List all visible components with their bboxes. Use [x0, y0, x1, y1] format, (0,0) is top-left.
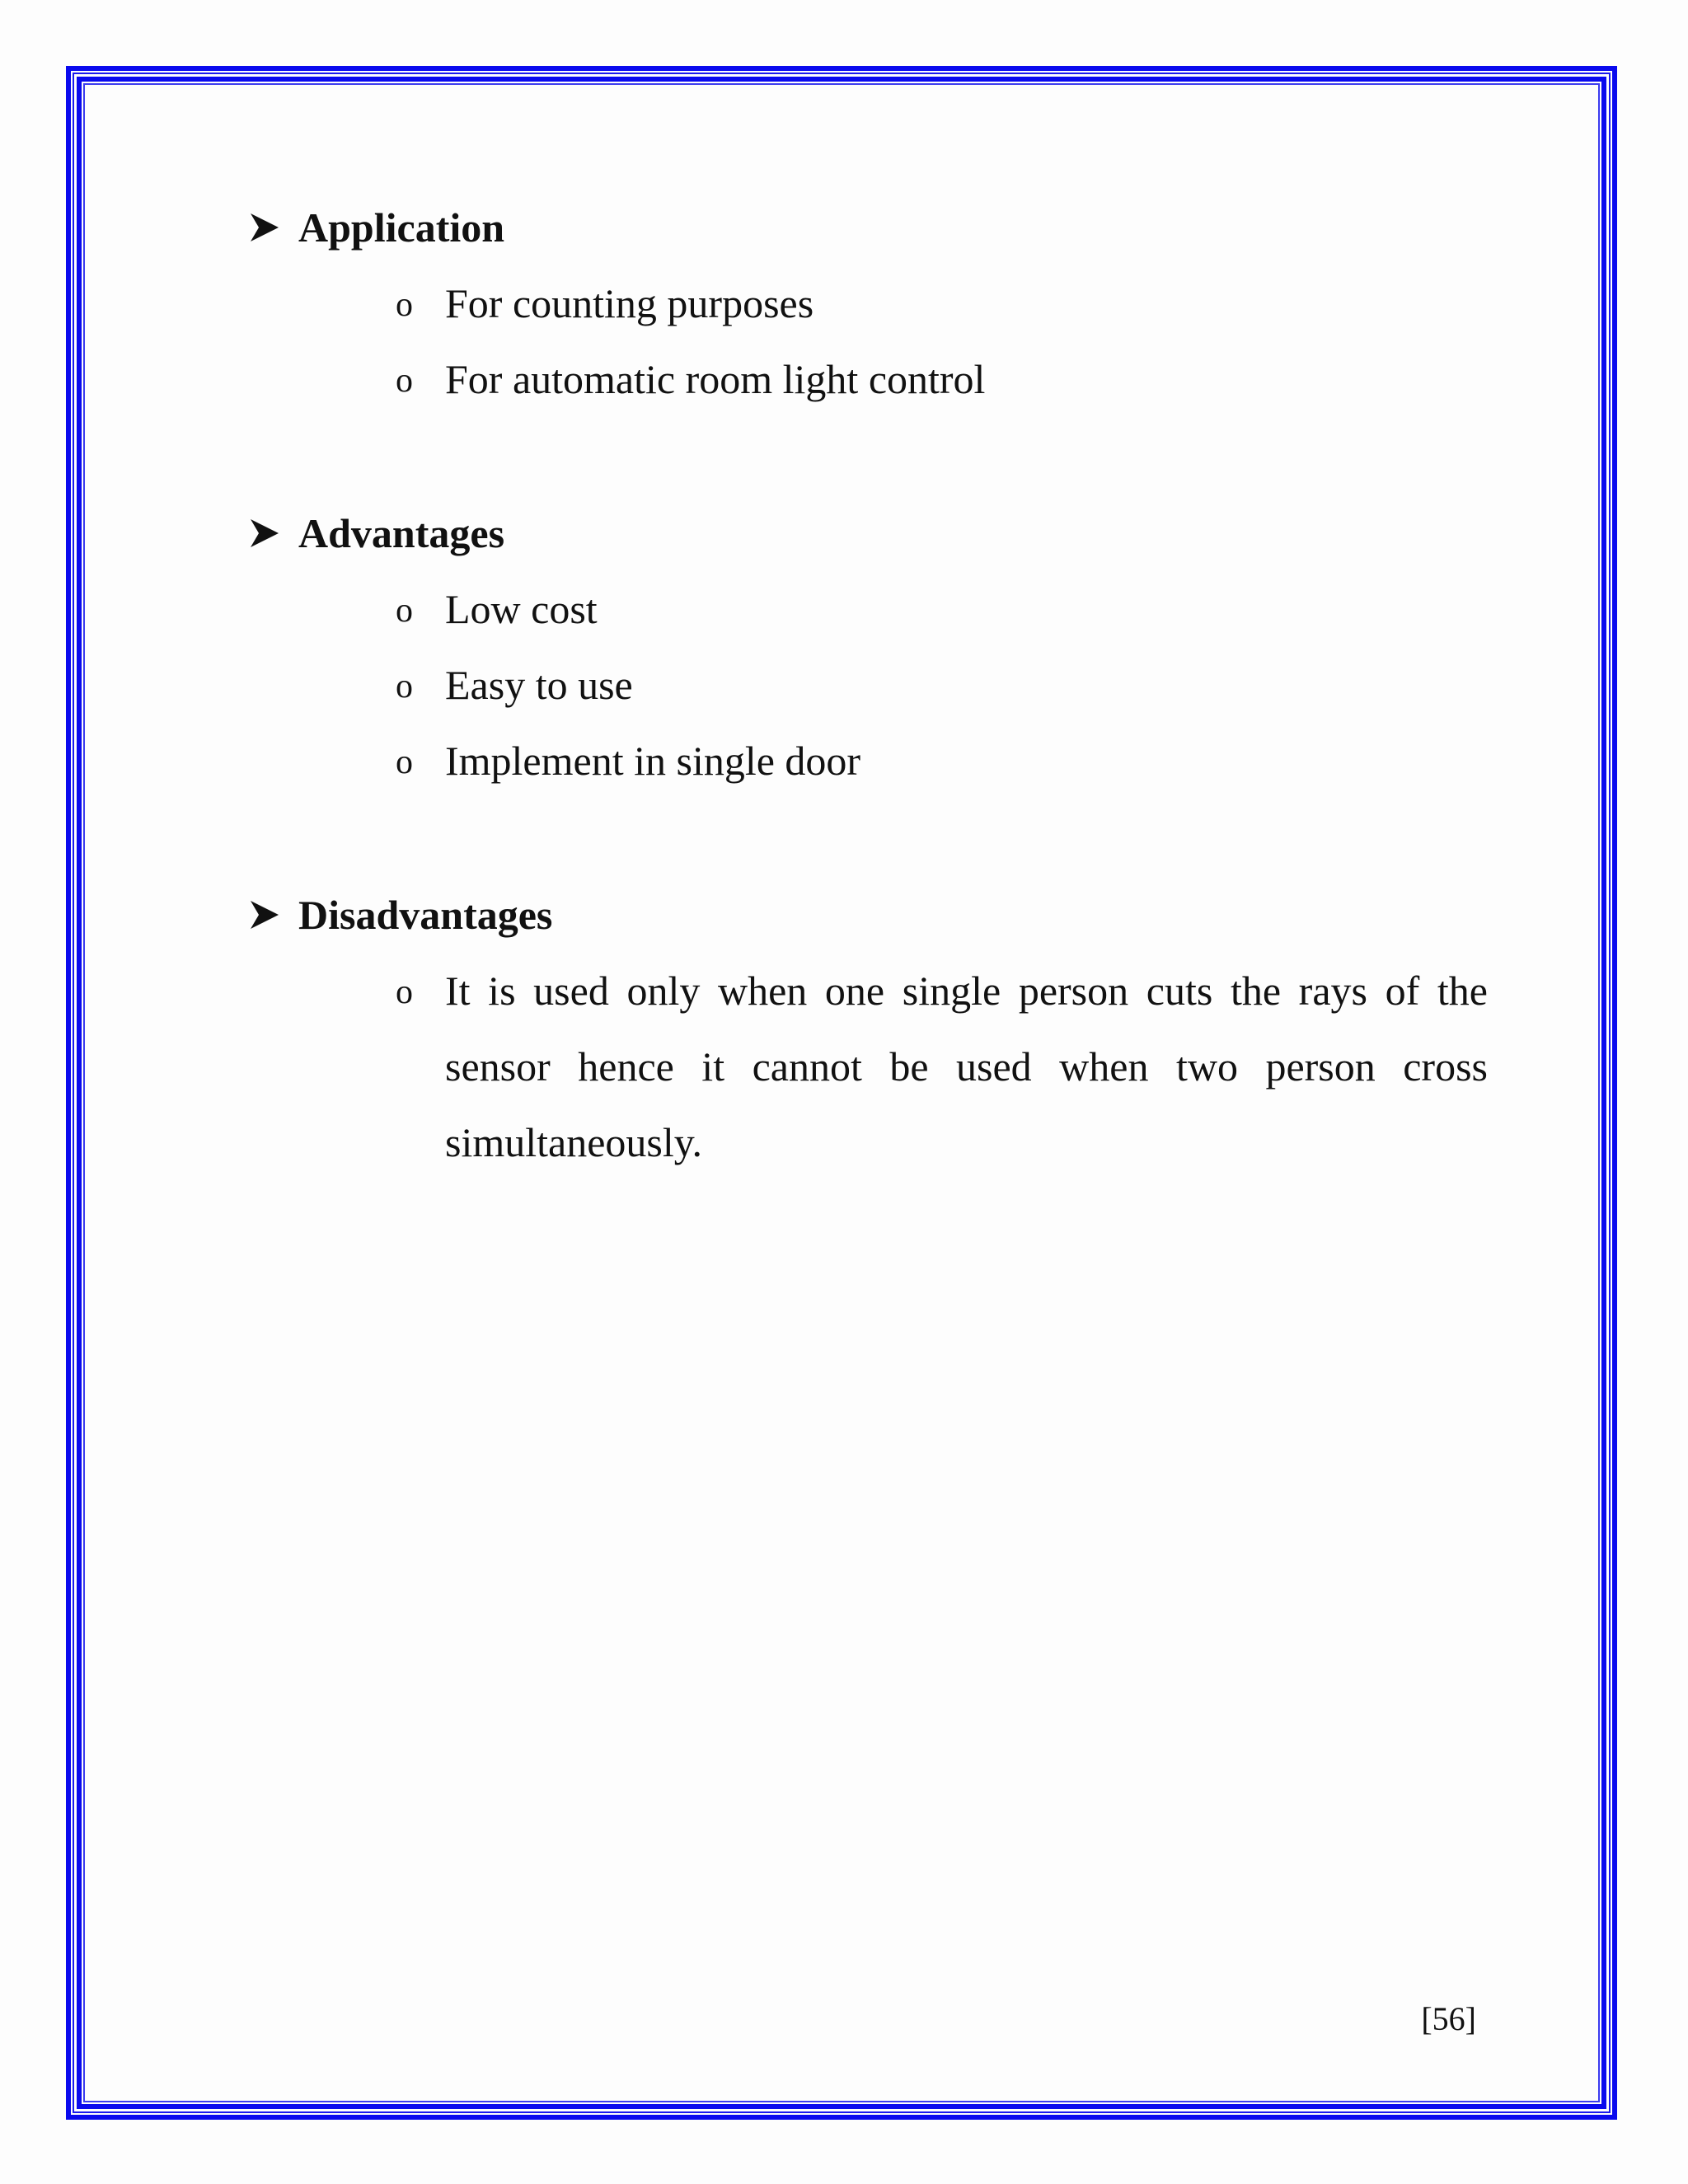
section-heading: [247, 190, 1488, 265]
section-heading: [247, 495, 1488, 571]
list-item-text: It is used only when one single person cuts the rays of the sensor hence it cannot be used when two person cross simultaneously.: [445, 968, 1488, 1165]
section-disadvantages: [247, 877, 1488, 1180]
arrow-bullet-icon: [247, 516, 282, 551]
section-application: [247, 190, 1488, 417]
section-heading: [247, 877, 1488, 953]
section-heading-label: Advantages: [298, 510, 505, 556]
arrow-bullet-icon: [247, 898, 282, 932]
list-item-text: Low cost: [445, 586, 598, 632]
circle-bullet-icon: o: [396, 286, 413, 324]
list-item: [247, 341, 1488, 417]
list-item: [247, 647, 1488, 723]
list-item: [247, 723, 1488, 799]
list-item-text: For counting purposes: [445, 280, 814, 326]
list-item-text: Implement in single door: [445, 738, 861, 784]
circle-bullet-icon: o: [396, 743, 413, 781]
list-item-text: Easy to use: [445, 662, 633, 708]
section-heading-label: Application: [298, 204, 505, 251]
page-number: [56]: [1421, 2000, 1476, 2037]
list-item-text: For automatic room light control: [445, 356, 986, 402]
section-heading-label: Disadvantages: [298, 892, 553, 938]
arrow-bullet-icon: [247, 210, 282, 245]
list-item: [247, 571, 1488, 647]
list-item: [247, 953, 1488, 1180]
page-content: [247, 190, 1488, 1258]
circle-bullet-icon: o: [396, 362, 413, 400]
circle-bullet-icon: o: [396, 668, 413, 705]
section-advantages: [247, 495, 1488, 799]
circle-bullet-icon: o: [396, 592, 413, 630]
list-item: [247, 265, 1488, 341]
circle-bullet-icon: o: [396, 973, 413, 1011]
